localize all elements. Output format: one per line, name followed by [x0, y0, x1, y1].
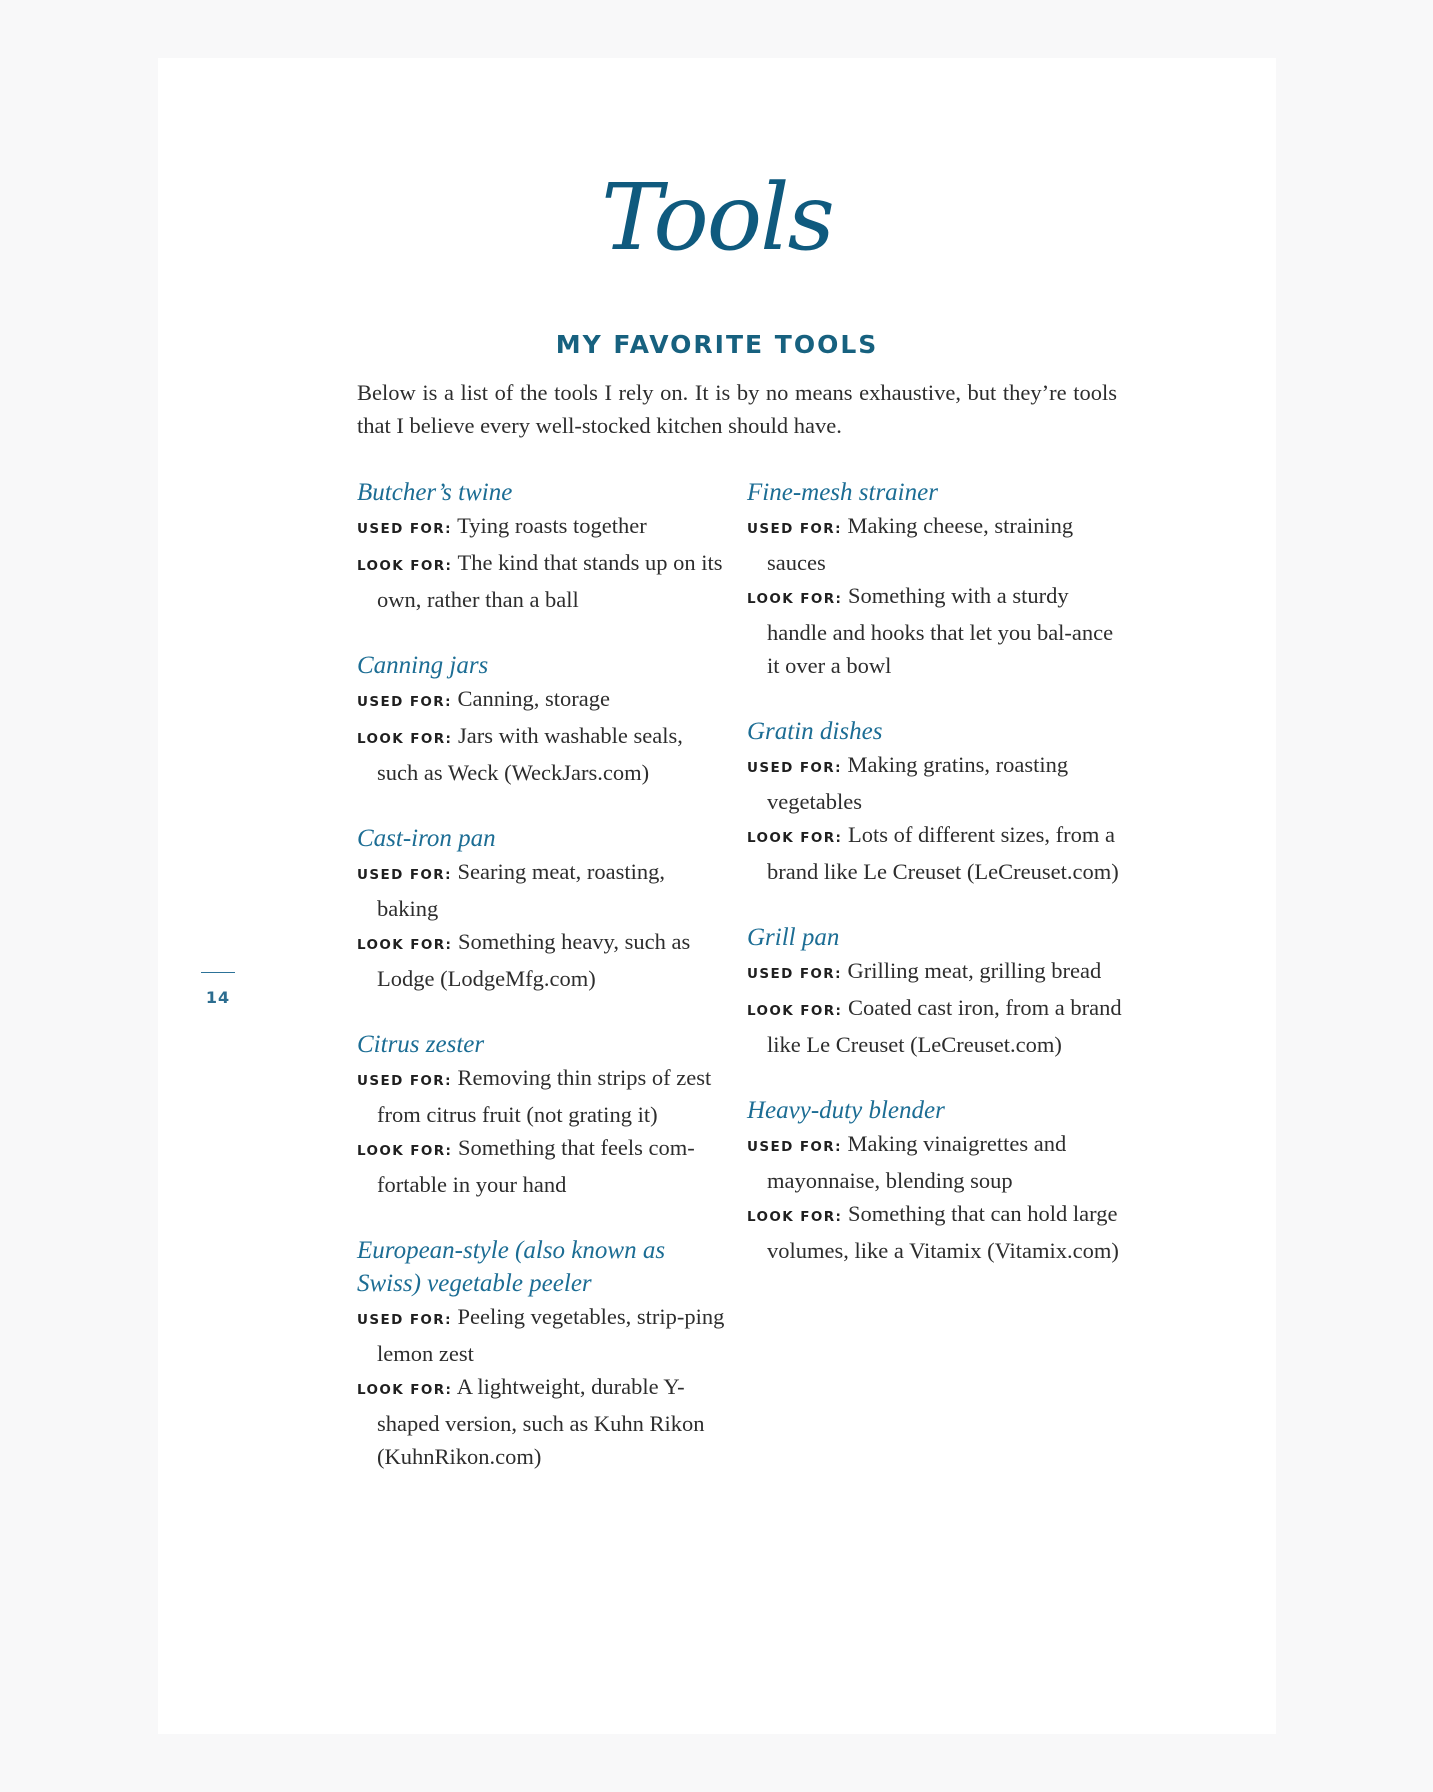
look-for-text: Something heavy, such as Lodge (LodgeMfg.com)	[377, 929, 691, 991]
look-for-line	[357, 1131, 725, 1201]
used-for-text: Removing thin strips of zest from citrus fruit (not grating it)	[377, 1065, 712, 1127]
used-for-label: USED FOR:	[357, 694, 452, 710]
tool-name: European-style (also known as Swiss) vegetable peeler	[357, 1237, 666, 1297]
used-for-text: Grilling meat, grilling bread	[847, 958, 1102, 983]
tool-entry	[357, 822, 725, 995]
right-column	[747, 476, 1127, 1300]
look-for-label: LOOK FOR:	[357, 558, 453, 574]
intro-paragraph: Below is a list of the tools I rely on. It is by no means exhaustive, but they’re tools that I believe every well-stocked kitchen should have.	[357, 380, 1117, 438]
used-for-text: Making vinaigrettes and mayonnaise, blending soup	[767, 1131, 1067, 1193]
used-for-label: USED FOR:	[357, 867, 452, 883]
tool-entry	[357, 649, 725, 789]
look-for-label: LOOK FOR:	[357, 1143, 453, 1159]
tool-name: Heavy-duty blender	[747, 1097, 945, 1124]
tool-name: Fine-mesh strainer	[747, 479, 938, 506]
tool-name: Grill pan	[747, 924, 840, 951]
used-for-line	[747, 509, 1127, 579]
look-for-label: LOOK FOR:	[357, 731, 453, 747]
tool-entry	[357, 1234, 725, 1473]
look-for-text: Something with a sturdy handle and hooks that let you bal-ance it over a bowl	[767, 583, 1114, 678]
left-column	[357, 476, 725, 1506]
used-for-line	[357, 509, 725, 546]
look-for-label: LOOK FOR:	[747, 591, 843, 607]
look-for-text: Jars with washable seals, such as Weck (WeckJars.com)	[377, 723, 683, 785]
folio-rule	[201, 972, 235, 973]
used-for-text: Peeling vegetables, strip-ping lemon zest	[377, 1304, 725, 1366]
look-for-line	[357, 1370, 725, 1473]
tool-name: Butcher’s twine	[357, 479, 513, 506]
used-for-text: Searing meat, roasting, baking	[377, 859, 665, 921]
tool-name: Citrus zester	[357, 1031, 485, 1058]
used-for-text: Making cheese, straining sauces	[767, 513, 1074, 575]
look-for-text: Something that can hold large volumes, like a Vitamix (Vitamix.com)	[767, 1201, 1119, 1263]
used-for-text: Making gratins, roasting vegetables	[767, 752, 1069, 814]
tool-entry	[747, 921, 1127, 1061]
section-heading: MY FAVORITE TOOLS	[555, 330, 879, 359]
look-for-text: A lightweight, durable Y-shaped version, such as Kuhn Rikon (KuhnRikon.com)	[377, 1374, 705, 1469]
look-for-label: LOOK FOR:	[747, 1003, 843, 1019]
used-for-label: USED FOR:	[357, 1312, 452, 1328]
book-page	[158, 58, 1276, 1734]
used-for-label: USED FOR:	[357, 1073, 452, 1089]
look-for-text: The kind that stands up on its own, rather than a ball	[377, 550, 723, 612]
tool-entry	[747, 715, 1127, 888]
used-for-line	[747, 1127, 1127, 1197]
used-for-line	[747, 748, 1127, 818]
look-for-line	[747, 818, 1127, 888]
tool-name: Canning jars	[357, 652, 489, 679]
look-for-label: LOOK FOR:	[357, 937, 453, 953]
look-for-line	[357, 925, 725, 995]
used-for-line	[357, 1300, 725, 1370]
used-for-line	[747, 954, 1127, 991]
used-for-text: Canning, storage	[457, 686, 610, 711]
used-for-label: USED FOR:	[747, 966, 842, 982]
used-for-label: USED FOR:	[747, 1139, 842, 1155]
look-for-line	[357, 546, 725, 616]
tool-entry	[747, 1094, 1127, 1267]
look-for-line	[357, 719, 725, 789]
used-for-text: Tying roasts together	[457, 513, 647, 538]
page-title: Tools	[601, 164, 833, 271]
look-for-text: Coated cast iron, from a brand like Le Creuset (LeCreuset.com)	[767, 995, 1122, 1057]
tool-entry	[357, 476, 725, 616]
tool-name: Gratin dishes	[747, 718, 883, 745]
page-number: 14	[205, 988, 231, 1007]
look-for-label: LOOK FOR:	[747, 830, 843, 846]
used-for-line	[357, 855, 725, 925]
used-for-line	[357, 1061, 725, 1131]
look-for-line	[747, 1197, 1127, 1267]
used-for-line	[357, 682, 725, 719]
tool-name: Cast-iron pan	[357, 825, 496, 852]
look-for-line	[747, 991, 1127, 1061]
look-for-label: LOOK FOR:	[357, 1382, 453, 1398]
look-for-text: Lots of different sizes, from a brand like Le Creuset (LeCreuset.com)	[767, 822, 1119, 884]
used-for-label: USED FOR:	[747, 760, 842, 776]
used-for-label: USED FOR:	[747, 521, 842, 537]
look-for-label: LOOK FOR:	[747, 1209, 843, 1225]
tool-entry	[747, 476, 1127, 682]
tool-entry	[357, 1028, 725, 1201]
used-for-label: USED FOR:	[357, 521, 452, 537]
look-for-text: Something that feels com-fortable in your hand	[377, 1135, 695, 1197]
look-for-line	[747, 579, 1127, 682]
